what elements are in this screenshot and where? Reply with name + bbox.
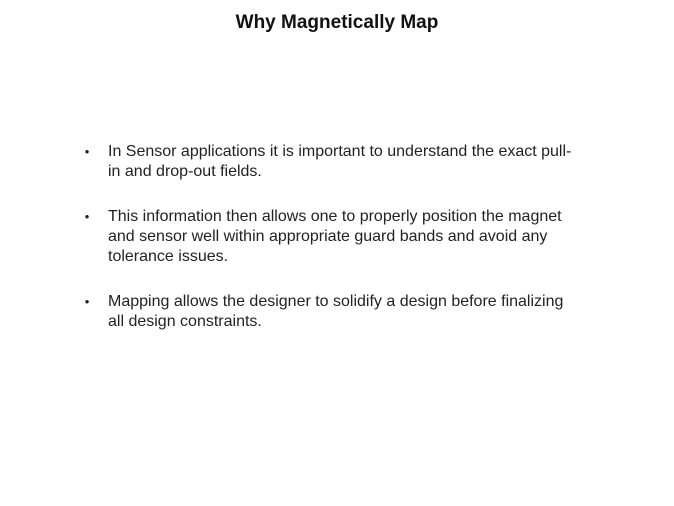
bullet-icon: • [84,144,90,159]
bullet-item [82,207,582,267]
bullet-icon: • [84,209,90,224]
bullet-list [82,142,582,357]
slide-title: Why Magnetically Map [235,12,439,33]
bullet-text: Mapping allows the designer to solidify a design before finalizing all design constraints. [108,293,564,330]
bullet-text: In Sensor applications it is important to understand the exact pull-in and drop-out fields. [108,143,572,180]
bullet-item [82,142,582,182]
bullet-item [82,292,582,332]
bullet-text: This information then allows one to properly position the magnet and sensor well within appropriate guard bands and avoid any tolerance issues. [108,208,562,265]
bullet-icon: • [84,294,90,309]
